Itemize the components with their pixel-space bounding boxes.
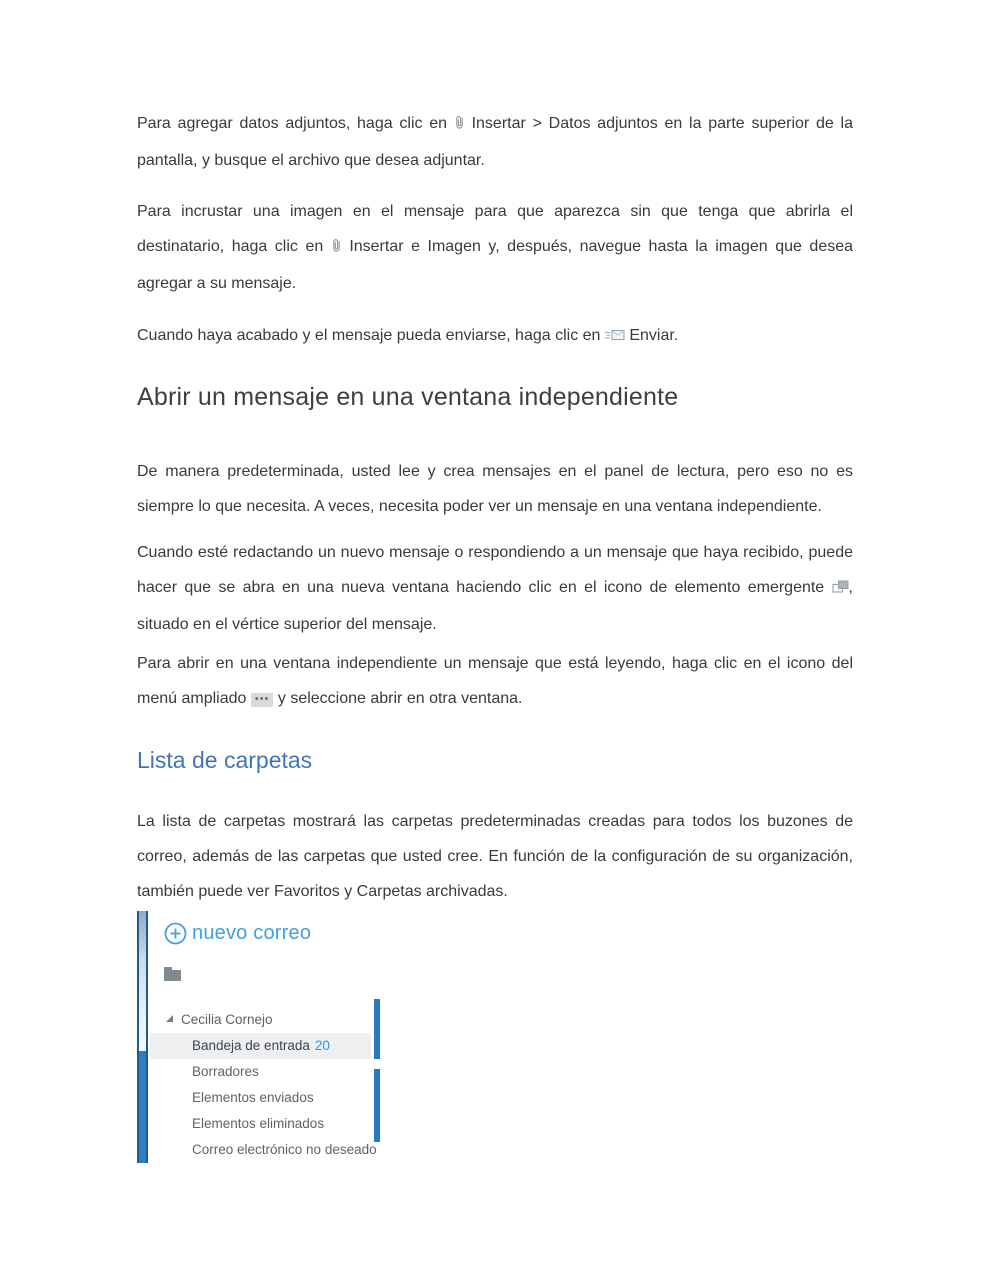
- left-scrollbar-thumb: [139, 911, 146, 1051]
- outlook-folder-list-screenshot: [137, 911, 381, 1163]
- paragraph-text: Insertar e Imagen y, después, navegue hasta la imagen que desea agregar a su mensaje.: [137, 238, 854, 292]
- paragraph-embed-image: [137, 194, 853, 301]
- paragraph-popout: [137, 535, 853, 642]
- paragraph-folder-list: La lista de carpetas mostrará las carpetas predeterminadas creadas para todos los buzones de correo, además de las carpetas que usted cree. En función de la configuración de su organización, también puede ver Favoritos y Carpetas archivadas.: [137, 813, 853, 900]
- paragraph-text: y seleccione abrir en otra ventana.: [277, 690, 523, 707]
- new-mail-link: [164, 922, 311, 945]
- folder-label: Bandeja de entrada: [192, 1038, 310, 1053]
- expand-triangle-icon: [166, 1015, 173, 1022]
- folder-label: Elementos eliminados: [192, 1116, 325, 1131]
- paragraph-text: Para abrir en una ventana independiente un mensaje que está leyendo, haga clic en el icono del menú ampliado: [137, 655, 853, 707]
- right-scrollbar-segment-top: [374, 999, 380, 1059]
- folder-row-inbox: [150, 1033, 371, 1059]
- folder-icon: [164, 970, 181, 981]
- paperclip-icon: [454, 108, 465, 143]
- left-scrollbar: [137, 911, 148, 1163]
- paragraph-text: Insertar > Datos adjuntos en la parte superior de la pantalla, y busque el archivo que desea adjuntar.: [137, 115, 854, 169]
- account-name: Cecilia Cornejo: [181, 1011, 273, 1027]
- folder-row-drafts: [150, 1059, 371, 1085]
- folder-row-sent: [150, 1085, 371, 1111]
- paragraph-text: , situado en el vértice superior del mensaje.: [137, 579, 853, 633]
- new-mail-label: nuevo correo: [192, 922, 312, 944]
- folder-label: Borradores: [192, 1064, 259, 1079]
- unread-count-badge: 20: [314, 1038, 330, 1053]
- account-tree-node: [166, 1006, 273, 1032]
- ellipsis-icon: •••: [251, 693, 274, 707]
- popout-icon: [832, 572, 849, 607]
- folder-label: Elementos enviados: [192, 1090, 314, 1105]
- paragraph-reading-pane: De manera predeterminada, usted lee y crea mensajes en el panel de lectura, pero eso no es siempre lo que necesita. A veces, necesita poder ver un mensaje en una ventana independiente.: [137, 463, 853, 515]
- folder-row-deleted: [150, 1111, 371, 1137]
- paragraph-text: Para incrustar una imagen en el mensaje para que aparezca sin que tenga que abrirla el destinatario, haga clic en: [137, 203, 853, 255]
- send-icon: [605, 320, 625, 355]
- section-heading-folder-list: Lista de carpetas: [137, 747, 313, 773]
- plus-circle-icon: [164, 922, 187, 945]
- right-scrollbar-segment-bottom: [374, 1069, 380, 1142]
- paperclip-icon: [331, 231, 342, 266]
- paragraph-attachments: [137, 0, 853, 178]
- paragraph-extended-menu: [137, 646, 853, 716]
- folder-rows: [150, 1033, 377, 1163]
- paragraph-text: Enviar.: [629, 327, 679, 344]
- section-heading-open-message: Abrir un mensaje en una ventana independiente: [137, 383, 679, 411]
- folder-label: Correo electrónico no deseado: [192, 1142, 377, 1157]
- paragraph-text: Cuando haya acabado y el mensaje pueda enviarse, haga clic en: [137, 327, 601, 344]
- paragraph-text: Cuando esté redactando un nuevo mensaje o respondiendo a un mensaje que haya recibido, puede hacer que se abra en una nueva ventana haciendo clic en el icono de elemento emergente: [137, 544, 853, 596]
- paragraph-send: [137, 318, 853, 355]
- paragraph-text: Para agregar datos adjuntos, haga clic en: [137, 115, 448, 132]
- folder-row-junk: [150, 1137, 377, 1163]
